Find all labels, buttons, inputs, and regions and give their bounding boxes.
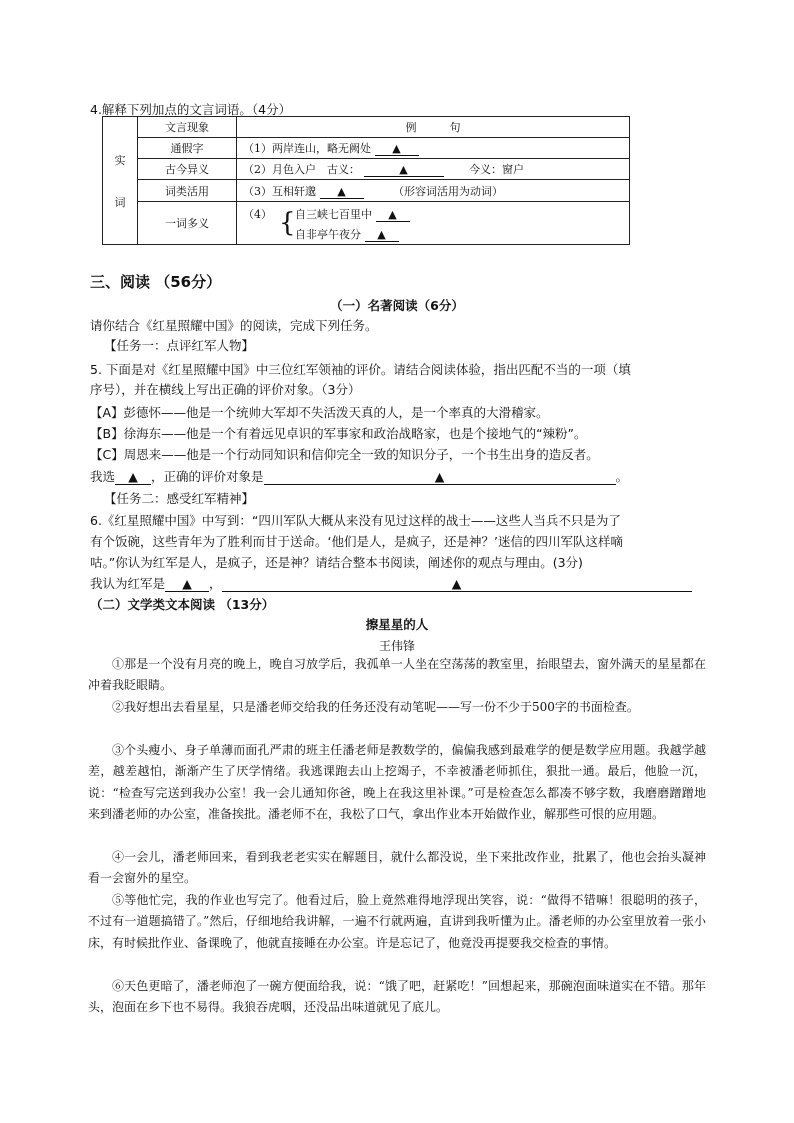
header-col1: 文言现象 [138,117,237,138]
story-paragraph-5: ⑤等他忙完，我的作业也写完了。他看过后，脸上竟然难得地浮现出笑容，说：“做得不错嘛！很聪明的孩子，不过有一道题搞错了。”然后，仔细地给我讲解，一遍不行就两遍，直讲到我听懂为止。潘老师的办公室里放着一张小床，有时候批作业、备课晚了，他就直接睡在办公室。许是忘记了，他竟没再提要我交检查的事情。 [88,893,706,950]
q5-choice-blank[interactable]: ▲ [115,469,151,485]
story-paragraph-4: ④一会儿，潘老师回来，看到我老老实实在解题目，就什么都没说，坐下来批改作业，批累了，他也会抬头凝神看一会窗外的星空。 [88,850,706,886]
row-example [237,138,630,159]
option-b: 【B】徐海东——他是一个有着远见卓识的军事家和政治战略家，也是个接地气的“辣粉”。 [90,426,587,441]
q6-line-3: 咕。”你认为红军是人，是疯子，还是神？请结合整本书阅读，阐述你的观点与理由。(3分) [90,555,583,570]
option-c: 【C】周恩来——他是一个行动同知识和信仰完全一致的知识分子，一个书生出身的造反者。 [90,447,599,462]
answer-blank[interactable]: ▲ [364,163,444,177]
polysemy-line-2 [295,226,399,242]
example-text: （2）月色入户 古义： [243,163,360,176]
subsection-title-1: （一）名著阅读（6分） [330,298,464,313]
q5-object-blank[interactable]: ▲ [264,469,616,485]
q6-line-2: 有个饭碗，这些青年为了胜利而甘于送命。‘他们是人，是疯子，还是神？’迷信的四川军队这样嘀 [90,534,623,549]
story-author: 王伟锋 [378,639,415,653]
example-num: （4） [243,208,272,221]
answer-middle: ，正确的评价对象是 [151,469,264,484]
row-type: 古今异义 [138,159,237,180]
story-paragraph-3: ③个头瘦小、身子单薄而面孔严肃的班主任潘老师是教数学的，偏偏我感到最难学的便是数学应用题。我越学越差，越差越怕，渐渐产生了厌学情绪。我逃课跑去山上挖竭子，不幸被潘老师抓住，狠批一通。最后，他脸一沉，说：“检查写完送到我办公室！我一会儿通知你爸，晚上在我这里补课。”可是检查怎么都凑不够字数，我磨磨蹭蹭地来到潘老师的办公室，准备挨批。潘老师不在，我松了口气，拿出作业本开始做作业，解那些可恨的应用题。 [88,743,706,821]
example-extra: （形容词活用为动词） [393,184,503,198]
row-type: 通假字 [138,138,237,159]
q4-title: 4.解释下列加点的文言词语。（4分） [90,102,292,117]
wenyan-table [102,116,630,245]
q5-answer-line [90,467,628,485]
answer-blank[interactable]: ▲ [376,208,410,222]
story-paragraph-6: ⑥天色更暗了，潘老师泡了一碗方便面给我，说：“饿了吧，赶紧吃！”回想起来，那碗泡面味道实在不错。那年头，泡面在乡下也不易得。我狼吞虎咽，还没品出味道就见了底儿。 [88,979,706,1015]
story-paragraph-1: ①那是一个没有月亮的晚上，晚自习放学后，我孤单一人坐在空荡荡的教室里，抬眼望去，窗外满天的星星都在冲着我眨眼睛。 [88,657,706,693]
row-type: 一词多义 [138,202,237,245]
q6-line-1: 6.《红星照耀中国》中写到：“四川军队大概从来没有见过这样的战士——这些人当兵不只是为了 [90,513,621,528]
answer-middle: ， [209,576,222,591]
table-side-label [103,117,138,245]
example-text: （3）互相轩邈 [243,184,316,198]
row-example [237,202,630,245]
task1-title: 【任务一：点评红军人物】 [104,338,255,353]
q6-reason-blank[interactable]: ▲ [222,576,692,592]
answer-prefix: 我选 [90,469,116,484]
subsection-title-2: （二）文学类文本阅读 （13分） [90,597,275,612]
q5-line-2: 序号），并在横线上写出正确的评价对象。（3分） [90,382,361,397]
answer-prefix: 我认为红军是 [90,576,166,591]
answer-blank[interactable]: ▲ [365,228,399,242]
row-example [237,159,630,180]
answer-blank[interactable]: ▲ [320,185,364,199]
q5-line-1: 5. 下面是对《红星照耀中国》中三位红军领袖的评价。请结合阅读体验，指出匹配不当的一项（填 [90,362,631,377]
row-example [237,180,630,202]
example-extra: 今义：窗户 [469,163,524,176]
section-heading: 三、阅读 （56分） [90,273,222,291]
q6-view-blank[interactable]: ▲ [165,576,209,592]
brace-icon: { [279,208,296,238]
example-text: 自三峡七百里中 [295,208,372,221]
example-text: 自非亭午夜分 [295,228,361,241]
intro-text: 请你结合《红星照耀中国》的阅读，完成下列任务。 [90,318,378,333]
q6-answer-line [90,574,692,592]
story-paragraph-2: ②我好想出去看星星，只是潘老师交给我的任务还没有动笔呢——写一份不少于500字的书面检查。 [112,700,639,714]
answer-blank[interactable]: ▲ [375,142,419,156]
header-col2: 例 句 [237,117,630,138]
side-label-2: 词 [114,195,126,209]
story-title: 擦星星的人 [365,617,429,632]
answer-end: 。 [615,469,629,484]
row-type: 词类活用 [138,180,237,202]
option-a: 【A】彭德怀——他是一个统帅大军却不失活泼天真的人，是一个率真的大滑稽家。 [90,405,549,420]
polysemy-line-1 [295,206,410,222]
task2-title: 【任务二：感受红军精神】 [104,491,255,506]
example-text: （1）两岸连山，略无阙处 [243,142,371,155]
side-label-1: 实 [114,153,126,167]
